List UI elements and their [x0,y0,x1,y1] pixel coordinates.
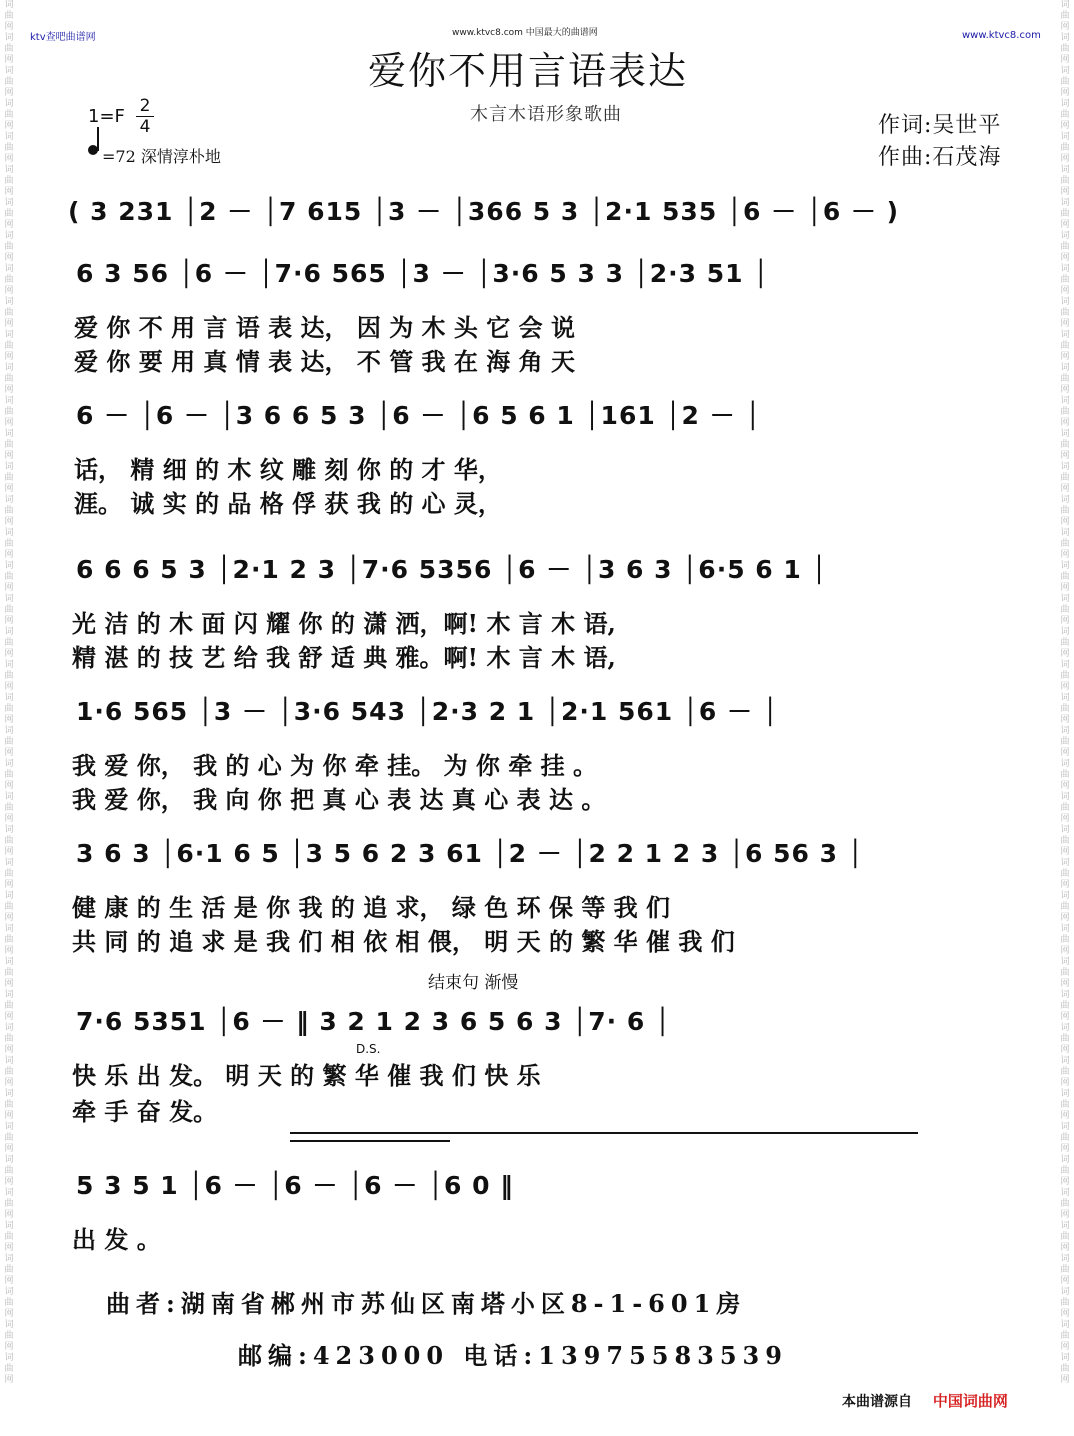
song-title: 爱你不用言语表达 [368,49,689,93]
side-watermark-char: 词 [4,1254,14,1264]
side-watermark-char: 网 [1060,616,1070,626]
side-watermark-char: 词 [4,792,14,802]
side-watermark-char: 词 [1060,264,1070,274]
side-watermark-char: 网 [1060,1045,1070,1055]
side-watermark-char: 曲 [1060,110,1070,120]
side-watermark-char: 网 [1060,253,1070,263]
side-watermark-char: 词 [1060,198,1070,208]
side-watermark-char: 曲 [4,407,14,417]
side-watermark-char: 曲 [1060,869,1070,879]
side-watermark-char: 曲 [1060,1100,1070,1110]
side-watermark-char: 词 [4,726,14,736]
side-watermark-char: 词 [4,693,14,703]
side-watermark-char: 词 [4,825,14,835]
side-watermark-char: 词 [4,1155,14,1165]
side-watermark-char: 网 [4,814,14,824]
side-watermark-char: 曲 [4,440,14,450]
side-watermark-char: 网 [4,187,14,197]
side-watermark-char: 词 [1060,924,1070,934]
side-watermark-char: 曲 [4,1364,14,1374]
side-watermark-char: 词 [1060,363,1070,373]
side-watermark-char: 网 [4,1144,14,1154]
side-watermark-char: 曲 [4,968,14,978]
score-row-3: 6 － │6 － │3 6 6 5 3 │6 － │6 5 6 1 │161 │2 － │ [76,401,762,430]
side-watermark-char: 词 [1060,528,1070,538]
side-watermark-char: 词 [1060,0,1070,10]
side-watermark-char: 曲 [1060,77,1070,87]
side-watermark-char: 网 [4,1375,14,1385]
score-row-1: ( 3 231 │2 － │7 615 │3 － │366 5 3 │2·1 535 │6 － │6 － ) [68,197,900,226]
side-watermark-char: 曲 [1060,1199,1070,1209]
side-watermark-char: 词 [1060,759,1070,769]
side-watermark-char: 曲 [1060,440,1070,450]
composer-address: 曲者:湖南省郴州市苏仙区南塔小区8-1-601房 [106,1289,747,1318]
side-watermark-char: 词 [4,759,14,769]
side-watermark-char: 网 [4,517,14,527]
side-watermark-char: 词 [1060,1056,1070,1066]
side-watermark-char: 词 [4,495,14,505]
side-watermark-char: 网 [1060,1276,1070,1286]
side-watermark-char: 曲 [4,671,14,681]
side-watermark-char: 词 [4,1089,14,1099]
side-watermark-char: 词 [4,1023,14,1033]
side-watermark-char: 网 [1060,1012,1070,1022]
side-watermark-char: 词 [4,165,14,175]
side-watermark-char: 曲 [4,572,14,582]
side-watermark-char: 词 [1060,297,1070,307]
side-watermark-char: 网 [1060,880,1070,890]
side-watermark-char: 网 [4,55,14,65]
side-watermark-char: 词 [4,891,14,901]
side-watermark-char: 词 [4,858,14,868]
side-watermark-char: 词 [1060,165,1070,175]
composer: 作曲:石茂海 [878,145,1002,170]
side-watermark-char: 词 [1060,792,1070,802]
side-watermark-char: 曲 [1060,737,1070,747]
side-watermark-char: 曲 [4,638,14,648]
left-side-watermark [2,0,16,1436]
side-watermark-char: 网 [1060,649,1070,659]
side-watermark-char: 曲 [4,209,14,219]
side-watermark-char: 曲 [1060,308,1070,318]
side-watermark-char: 网 [4,682,14,692]
side-watermark-char: 网 [1060,781,1070,791]
side-watermark-char: 网 [1060,1177,1070,1187]
side-watermark-char: 曲 [1060,1001,1070,1011]
side-watermark-char: 曲 [4,1199,14,1209]
side-watermark-char: 曲 [1060,1166,1070,1176]
quarter-note-stem [97,127,99,151]
side-watermark-char: 曲 [4,506,14,516]
side-watermark-char: 词 [1060,1155,1070,1165]
side-watermark-char: 网 [4,418,14,428]
side-watermark-char: 词 [1060,1287,1070,1297]
side-watermark-char: 词 [4,1353,14,1363]
side-watermark-char: 网 [4,451,14,461]
lyric-row-7-verse-2: 牵 手 奋 发。 [72,1097,218,1126]
side-watermark-char: 曲 [4,539,14,549]
side-watermark-char: 网 [1060,451,1070,461]
side-watermark-char: 曲 [4,605,14,615]
side-watermark-char: 词 [4,132,14,142]
tempo-marking: =72 深情淳朴地 [102,147,221,166]
side-watermark-char: 网 [1060,1078,1070,1088]
side-watermark-char: 网 [1060,352,1070,362]
source-credit [842,1390,1008,1411]
side-watermark-char: 曲 [1060,44,1070,54]
side-watermark-char: 词 [4,396,14,406]
side-watermark-char: 曲 [4,176,14,186]
side-watermark-char: 曲 [1060,143,1070,153]
side-watermark-char: 曲 [1060,275,1070,285]
side-watermark-char: 网 [1060,385,1070,395]
side-watermark-char: 词 [4,99,14,109]
side-watermark-char: 词 [4,660,14,670]
side-watermark-char: 网 [1060,913,1070,923]
side-watermark-char: 词 [1060,957,1070,967]
side-watermark-char: 词 [4,957,14,967]
lyric-row-7-verse-1: 快 乐 出 发。 明 天 的 繁 华 催 我 们 快 乐 [72,1061,541,1090]
score-row-5: 1·6 565 │3 － │3·6 543 │2·3 2 1 │2·1 561 │6 － │ [76,697,779,726]
side-watermark-char: 曲 [1060,1331,1070,1341]
side-watermark-char: 曲 [1060,1034,1070,1044]
side-watermark-char: 词 [1060,495,1070,505]
side-watermark-char: 网 [4,781,14,791]
score-row-2: 6 3 56 │6 － │7·6 565 │3 － │3·6 5 3 3 │2·3 51 │ [76,259,770,288]
side-watermark-char: 词 [1060,858,1070,868]
side-watermark-char: 词 [1060,1320,1070,1330]
side-watermark-char: 曲 [4,275,14,285]
lyric-row-3-verse-1: 话， 精 细 的 木 纹 雕 刻 你 的 才 华， [74,455,502,484]
side-watermark-char: 词 [1060,594,1070,604]
side-watermark-char: 词 [4,594,14,604]
side-watermark-char: 曲 [1060,506,1070,516]
side-watermark-char: 曲 [1060,209,1070,219]
side-watermark-char: 曲 [1060,473,1070,483]
side-watermark-char: 曲 [1060,638,1070,648]
side-watermark-char: 词 [4,264,14,274]
side-watermark-char: 曲 [4,110,14,120]
dal-segno-mark: D.S. [356,1042,381,1056]
hairpin-line-bottom [290,1140,450,1142]
key-signature: 1=F [88,106,125,127]
hairpin-line-top [290,1132,918,1134]
side-watermark-char: 曲 [1060,242,1070,252]
side-watermark-char: 网 [4,979,14,989]
side-watermark-char: 曲 [1060,11,1070,21]
source-prefix: 本曲谱源自 [842,1394,912,1410]
side-watermark-char: 网 [1060,220,1070,230]
side-watermark-char: 网 [1060,946,1070,956]
side-watermark-char: 曲 [4,1100,14,1110]
side-watermark-char: 曲 [1060,935,1070,945]
side-watermark-char: 曲 [4,341,14,351]
side-watermark-char: 词 [1060,462,1070,472]
side-watermark-char: 曲 [4,1067,14,1077]
side-watermark-char: 词 [1060,1254,1070,1264]
side-watermark-char: 网 [4,550,14,560]
side-watermark-char: 曲 [1060,341,1070,351]
side-watermark-char: 网 [1060,154,1070,164]
side-watermark-char: 网 [1060,814,1070,824]
side-watermark-char: 网 [1060,484,1070,494]
side-watermark-char: 网 [4,1111,14,1121]
side-watermark-char: 曲 [1060,1298,1070,1308]
side-watermark-char: 网 [4,385,14,395]
side-watermark-char: 网 [4,1342,14,1352]
side-watermark-char: 词 [1060,1221,1070,1231]
side-watermark-char: 曲 [1060,671,1070,681]
side-watermark-char: 词 [4,1122,14,1132]
side-watermark-char: 曲 [1060,968,1070,978]
side-watermark-char: 网 [4,88,14,98]
side-watermark-char: 网 [4,649,14,659]
watermark-left: ktv查吧曲谱网 [30,32,96,43]
side-watermark-char: 网 [1060,979,1070,989]
side-watermark-char: 网 [1060,748,1070,758]
side-watermark-char: 网 [1060,550,1070,560]
side-watermark-char: 曲 [4,935,14,945]
side-watermark-char: 词 [4,462,14,472]
side-watermark-char: 曲 [1060,902,1070,912]
side-watermark-char: 网 [1060,715,1070,725]
side-watermark-char: 曲 [4,1298,14,1308]
side-watermark-char: 网 [4,715,14,725]
score-row-6: 3 6 3 │6·1 6 5 │3 5 6 2 3 61 │2 － │2 2 1 2 3 │6 56 3 │ [76,839,864,868]
side-watermark-char: 网 [4,913,14,923]
side-watermark-char: 曲 [1060,1133,1070,1143]
side-watermark-char: 曲 [4,1232,14,1242]
side-watermark-char: 网 [4,286,14,296]
side-watermark-char: 词 [1060,1353,1070,1363]
side-watermark-char: 曲 [1060,1265,1070,1275]
side-watermark-char: 曲 [4,836,14,846]
side-watermark-char: 词 [1060,693,1070,703]
ending-label: 结束句 渐慢 [428,973,519,993]
side-watermark-char: 曲 [1060,539,1070,549]
side-watermark-char: 网 [1060,418,1070,428]
side-watermark-char: 曲 [4,770,14,780]
source-site-link[interactable]: 中国词曲网 [932,1392,1008,1410]
side-watermark-char: 曲 [4,44,14,54]
score-row-4: 6 6 6 5 3 │2·1 2 3 │7·6 5356 │6 － │3 6 3 │6·5 6 1 │ [76,555,828,584]
side-watermark-char: 词 [1060,1089,1070,1099]
side-watermark-char: 网 [1060,847,1070,857]
side-watermark-char: 曲 [4,869,14,879]
side-watermark-char: 网 [1060,1309,1070,1319]
side-watermark-char: 曲 [4,704,14,714]
side-watermark-char: 曲 [4,1166,14,1176]
side-watermark-char: 词 [4,1287,14,1297]
side-watermark-char: 词 [1060,660,1070,670]
lyricist: 作词:吴世平 [878,113,1002,138]
side-watermark-char: 网 [4,880,14,890]
side-watermark-char: 曲 [4,11,14,21]
lyric-row-6-verse-1: 健 康 的 生 活 是 你 我 的 追 求， 绿 色 环 保 等 我 们 [72,893,671,922]
side-watermark-char: 曲 [1060,407,1070,417]
side-watermark-char: 词 [1060,429,1070,439]
side-watermark-char: 曲 [1060,605,1070,615]
side-watermark-char: 曲 [4,143,14,153]
side-watermark-char: 词 [4,198,14,208]
side-watermark-char: 网 [4,748,14,758]
side-watermark-char: 网 [4,1012,14,1022]
side-watermark-char: 曲 [4,1265,14,1275]
side-watermark-char: 词 [1060,627,1070,637]
side-watermark-char: 词 [1060,33,1070,43]
side-watermark-char: 网 [4,253,14,263]
side-watermark-char: 曲 [1060,770,1070,780]
side-watermark-char: 曲 [1060,803,1070,813]
side-watermark-char: 网 [1060,1144,1070,1154]
time-bottom: 4 [136,116,154,137]
score-row-8: 5 3 5 1 │6 － │6 － │6 － │6 0 ‖ [76,1171,514,1200]
time-top: 2 [139,96,151,116]
side-watermark-char: 网 [4,1045,14,1055]
postal-and-phone: 邮编:423000 电话:13975583539 [238,1341,788,1370]
side-watermark-char: 网 [4,1210,14,1220]
side-watermark-char: 网 [4,847,14,857]
side-watermark-char: 曲 [1060,704,1070,714]
time-signature [136,96,154,137]
side-watermark-char: 词 [1060,99,1070,109]
side-watermark-char: 词 [4,429,14,439]
side-watermark-char: 曲 [4,473,14,483]
side-watermark-char: 网 [1060,22,1070,32]
side-watermark-char: 词 [4,990,14,1000]
side-watermark-char: 词 [4,1056,14,1066]
side-watermark-char: 网 [1060,1210,1070,1220]
side-watermark-char: 网 [4,1177,14,1187]
right-side-watermark [1058,0,1072,1436]
side-watermark-char: 网 [1060,187,1070,197]
side-watermark-char: 网 [1060,319,1070,329]
side-watermark-char: 网 [4,583,14,593]
side-watermark-char: 词 [1060,990,1070,1000]
side-watermark-char: 曲 [4,77,14,87]
side-watermark-char: 曲 [4,1133,14,1143]
side-watermark-char: 词 [1060,132,1070,142]
score-row-7: 7·6 5351 │6 － ‖ 3 2 1 2 3 6 5 6 3 │7· 6 │ [76,1007,672,1036]
side-watermark-char: 网 [4,1276,14,1286]
side-watermark-char: 网 [4,1309,14,1319]
side-watermark-char: 网 [1060,55,1070,65]
lyric-row-2-verse-2: 爱 你 要 用 真 情 表 达， 不 管 我 在 海 角 天 [74,347,575,376]
side-watermark-char: 曲 [4,242,14,252]
side-watermark-char: 网 [1060,1243,1070,1253]
watermark-center: www.ktvc8.com 中国最大的曲谱网 [452,28,598,38]
side-watermark-char: 词 [1060,1122,1070,1132]
lyric-row-6-verse-2: 共 同 的 追 求 是 我 们 相 依 相 偎， 明 天 的 繁 华 催 我 们 [72,927,735,956]
side-watermark-char: 词 [4,66,14,76]
lyric-row-5-verse-2: 我 爱 你， 我 向 你 把 真 心 表 达 真 心 表 达 。 [72,785,606,814]
side-watermark-char: 网 [4,319,14,329]
side-watermark-char: 曲 [4,902,14,912]
side-watermark-char: 词 [1060,1023,1070,1033]
side-watermark-char: 网 [4,484,14,494]
side-watermark-char: 词 [1060,561,1070,571]
side-watermark-char: 网 [4,352,14,362]
side-watermark-char: 网 [1060,517,1070,527]
side-watermark-char: 网 [4,154,14,164]
side-watermark-char: 网 [1060,121,1070,131]
side-watermark-char: 网 [1060,583,1070,593]
side-watermark-char: 网 [1060,1111,1070,1121]
side-watermark-char: 词 [1060,396,1070,406]
side-watermark-char: 曲 [1060,836,1070,846]
side-watermark-char: 网 [4,946,14,956]
side-watermark-char: 曲 [4,1331,14,1341]
lyric-row-3-verse-2: 涯。 诚 实 的 品 格 俘 获 我 的 心 灵， [74,489,502,518]
side-watermark-char: 词 [1060,726,1070,736]
side-watermark-char: 词 [1060,1188,1070,1198]
side-watermark-char: 网 [1060,286,1070,296]
side-watermark-char: 曲 [4,308,14,318]
side-watermark-char: 词 [4,297,14,307]
side-watermark-char: 曲 [1060,1364,1070,1374]
side-watermark-char: 词 [4,33,14,43]
side-watermark-char: 词 [1060,891,1070,901]
side-watermark-char: 网 [1060,682,1070,692]
side-watermark-char: 曲 [1060,176,1070,186]
lyric-row-2-verse-1: 爱 你 不 用 言 语 表 达， 因 为 木 头 它 会 说 [74,313,575,342]
side-watermark-char: 曲 [4,1034,14,1044]
lyric-row-5-verse-1: 我 爱 你， 我 的 心 为 你 牵 挂。 为 你 牵 挂 。 [72,751,597,780]
side-watermark-char: 词 [1060,825,1070,835]
side-watermark-char: 网 [4,1243,14,1253]
side-watermark-char: 网 [4,616,14,626]
side-watermark-char: 网 [1060,1342,1070,1352]
lyric-row-4-verse-1: 光 洁 的 木 面 闪 耀 你 的 潇 洒，啊! 木 言 木 语, [72,609,616,638]
side-watermark-char: 词 [4,627,14,637]
lyric-row-4-verse-2: 精 湛 的 技 艺 给 我 舒 适 典 雅。啊! 木 言 木 语, [72,643,616,672]
side-watermark-char: 网 [4,121,14,131]
song-subtitle: 木言木语形象歌曲 [470,104,622,125]
side-watermark-char: 曲 [4,737,14,747]
side-watermark-char: 词 [4,231,14,241]
lyric-row-8-verse-1: 出 发 。 [72,1225,161,1254]
side-watermark-char: 曲 [4,374,14,384]
side-watermark-char: 词 [4,0,14,10]
side-watermark-char: 网 [4,1078,14,1088]
side-watermark-char: 词 [4,1221,14,1231]
side-watermark-char: 词 [4,1320,14,1330]
side-watermark-char: 网 [4,22,14,32]
side-watermark-char: 词 [4,924,14,934]
side-watermark-char: 曲 [1060,1067,1070,1077]
side-watermark-char: 网 [1060,88,1070,98]
side-watermark-char: 曲 [1060,374,1070,384]
side-watermark-char: 曲 [1060,572,1070,582]
side-watermark-char: 词 [4,528,14,538]
watermark-right: www.ktvc8.com [962,30,1041,41]
side-watermark-char: 网 [4,220,14,230]
side-watermark-char: 曲 [4,1001,14,1011]
side-watermark-char: 词 [4,330,14,340]
side-watermark-char: 曲 [4,803,14,813]
side-watermark-char: 词 [1060,330,1070,340]
side-watermark-char: 词 [4,363,14,373]
side-watermark-char: 词 [4,561,14,571]
side-watermark-char: 词 [4,1188,14,1198]
side-watermark-char: 词 [1060,66,1070,76]
side-watermark-char: 词 [1060,231,1070,241]
side-watermark-char: 网 [1060,1375,1070,1385]
side-watermark-char: 曲 [1060,1232,1070,1242]
